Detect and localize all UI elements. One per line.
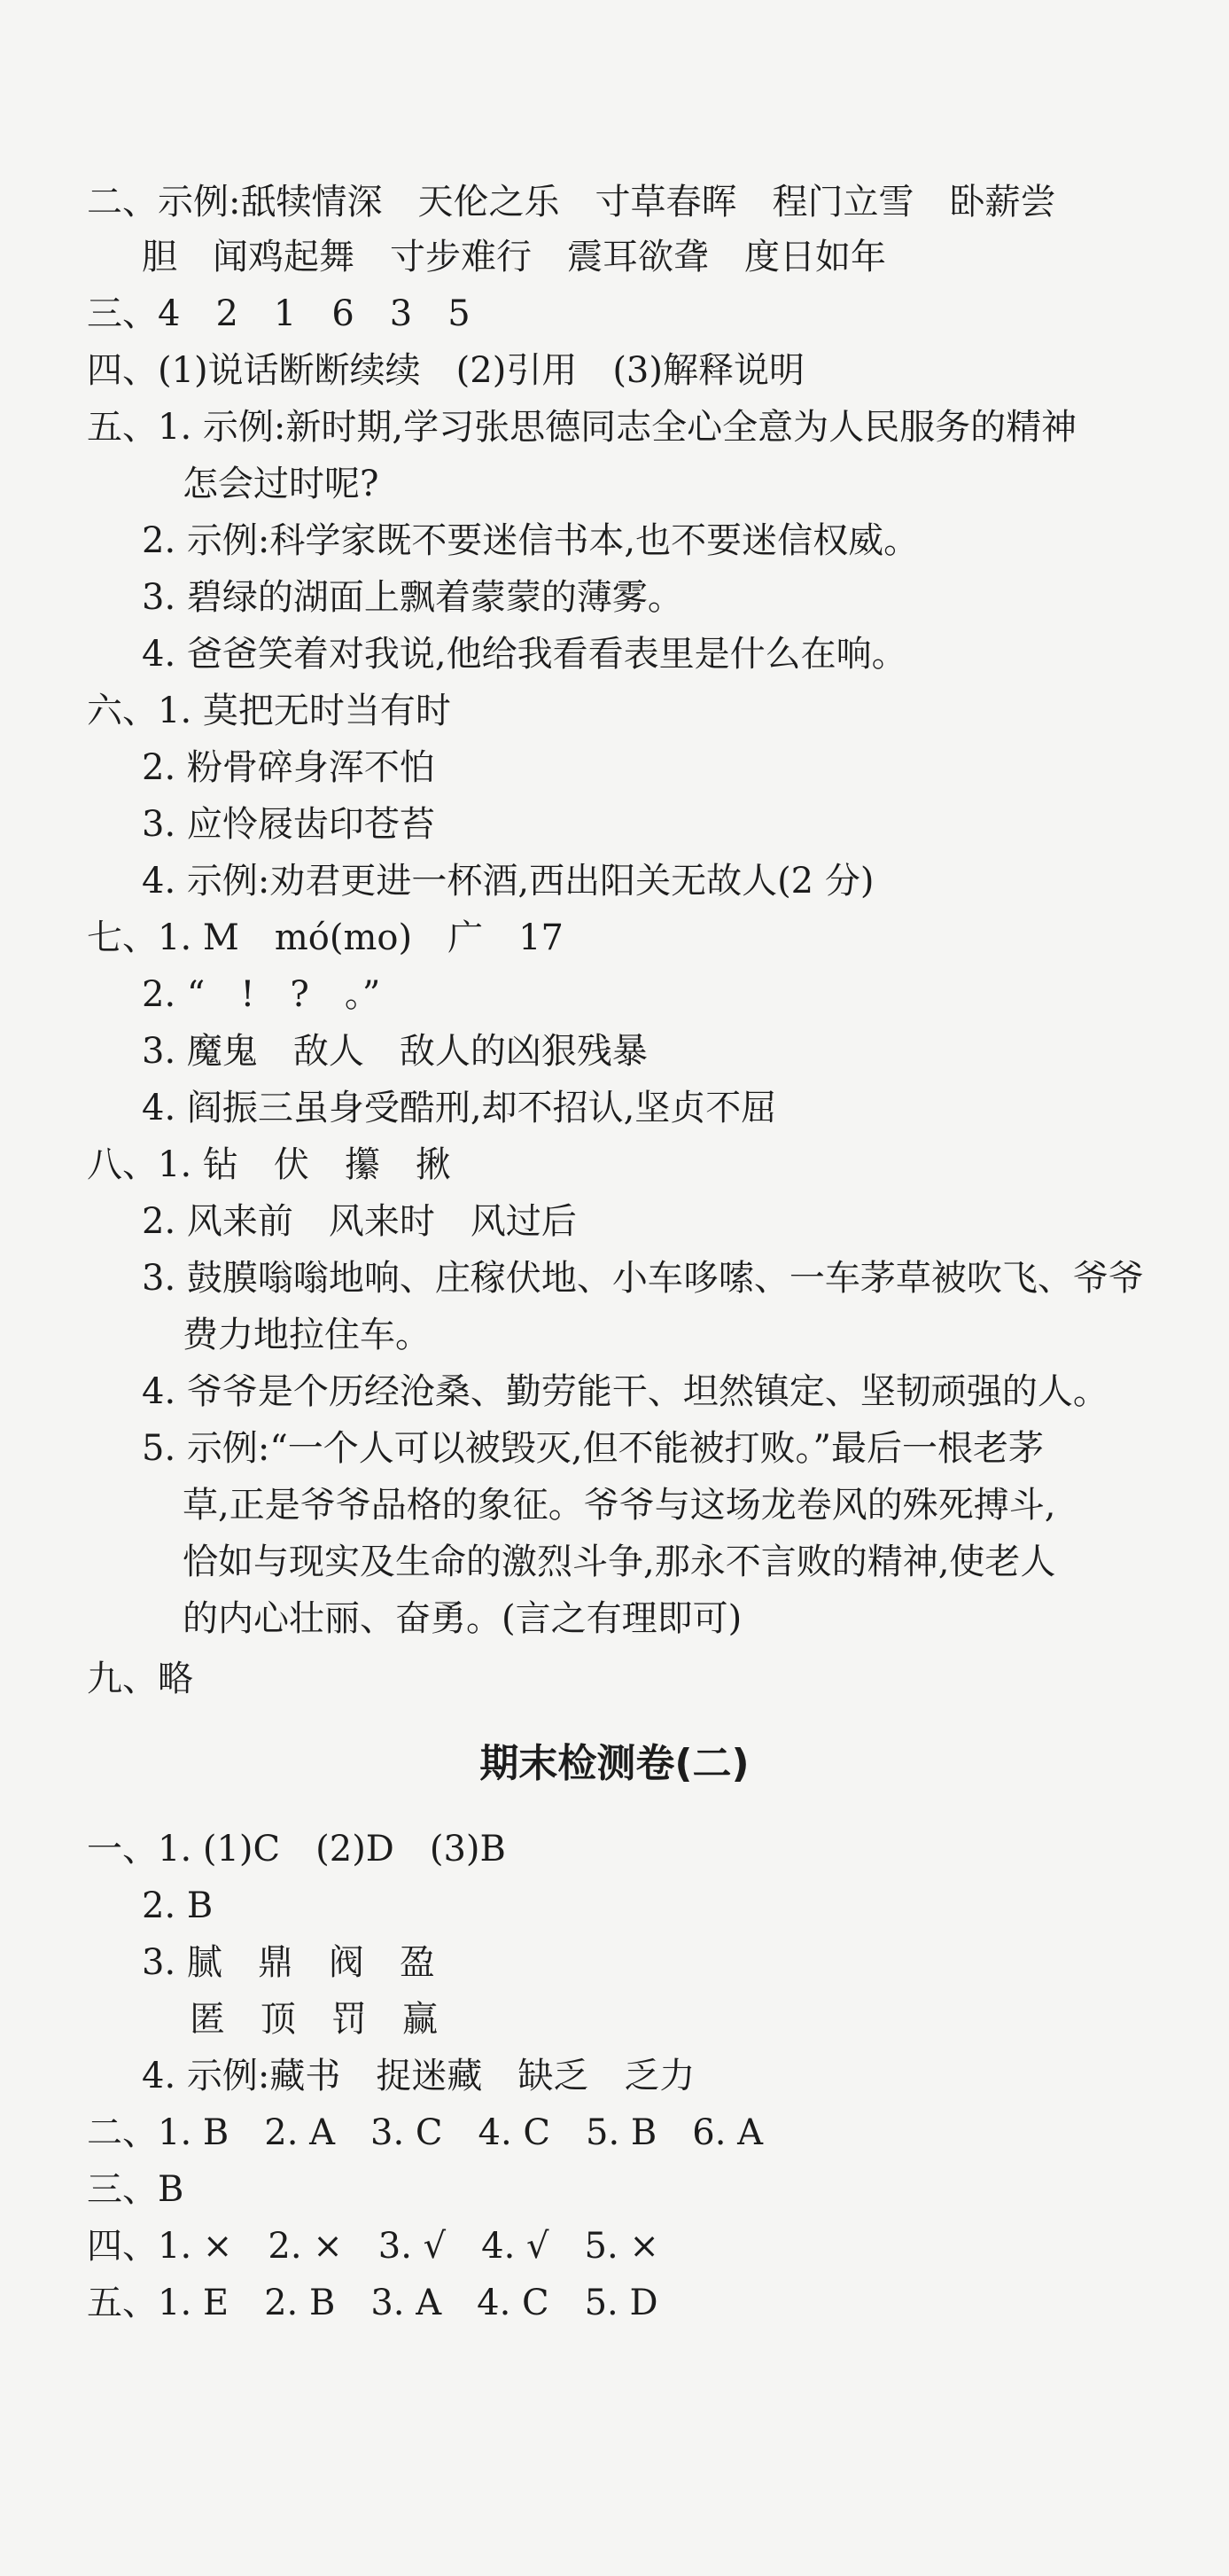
answer-line: 恰如与现实及生命的激烈斗争,那永不言败的精神,使老人 — [183, 1542, 1056, 1582]
answer-line: 费力地拉住车。 — [183, 1315, 431, 1355]
answer-line: 4. 阎振三虽身受酷刑,却不招认,坚贞不屈 — [142, 1088, 777, 1128]
answer-line: 怎会过时呢? — [183, 464, 379, 504]
answer-line: 匿 顶 罚 赢 — [190, 1999, 438, 2040]
answer-line: 胆 闻鸡起舞 寸步难行 震耳欲聋 度日如年 — [142, 237, 886, 277]
answer-line: 4. 爷爷是个历经沧桑、勤劳能干、坦然镇定、坚韧顽强的人。 — [142, 1371, 1108, 1412]
answer-line: 八、1. 钻 伏 攥 揪 — [87, 1144, 451, 1185]
answer-line: 二、1. B 2. A 3. C 4. C 5. B 6. A — [87, 2112, 764, 2153]
answer-line: 2. 粉骨碎身浑不怕 — [142, 747, 435, 788]
answer-line: 五、1. 示例:新时期,学习张思德同志全心全意为人民服务的精神 — [87, 407, 1077, 448]
answer-line: 2. 风来前 风来时 风过后 — [142, 1201, 577, 1242]
answer-line: 三、4 2 1 6 3 5 — [87, 293, 471, 334]
answer-line: 2. “ ! ? 。” — [142, 974, 381, 1015]
answer-line: 2. 示例:科学家既不要迷信书本,也不要迷信权威。 — [142, 520, 920, 561]
answer-line: 七、1. M mó(mo) 广 17 — [87, 917, 564, 958]
answer-line: 二、示例:舐犊情深 天伦之乐 寸草春晖 程门立雪 卧薪尝 — [87, 182, 1056, 222]
answer-line: 3. 魔鬼 敌人 敌人的凶狠残暴 — [142, 1031, 648, 1072]
answer-line: 3. 腻 鼎 阀 盈 — [142, 1942, 435, 1983]
answer-line: 四、1. × 2. × 3. √ 4. √ 5. × — [87, 2226, 659, 2267]
section-title: 期末检测卷(二) — [479, 1741, 750, 1786]
answer-line: 的内心壮丽、奋勇。(言之有理即可) — [183, 1598, 743, 1639]
answer-line: 九、略 — [87, 1659, 193, 1699]
answer-line: 3. 碧绿的湖面上飘着蒙蒙的薄雾。 — [142, 577, 683, 618]
answer-line: 草,正是爷爷品格的象征。爷爷与这场龙卷风的殊死搏斗, — [183, 1485, 1056, 1526]
answer-line: 一、1. (1)C (2)D (3)B — [87, 1829, 506, 1870]
answer-line: 六、1. 莫把无时当有时 — [87, 691, 451, 731]
answer-line: 4. 示例:劝君更进一杯酒,西出阳关无故人(2 分) — [142, 861, 875, 902]
answer-line: 四、(1)说话断断续续 (2)引用 (3)解释说明 — [87, 350, 805, 391]
answer-line: 5. 示例:“一个人可以被毁灭,但不能被打败。”最后一根老茅 — [142, 1428, 1044, 1469]
answer-line: 4. 爸爸笑着对我说,他给我看看表里是什么在响。 — [142, 634, 907, 675]
answer-line: 3. 鼓膜嗡嗡地响、庄稼伏地、小车哆嗦、一车茅草被吹飞、爷爷 — [142, 1258, 1144, 1299]
answer-line: 4. 示例:藏书 捉迷藏 缺乏 乏力 — [142, 2056, 696, 2096]
answer-line: 2. B — [142, 1885, 214, 1926]
answer-line: 五、1. E 2. B 3. A 4. C 5. D — [87, 2283, 658, 2323]
answer-line: 3. 应怜屐齿印苍苔 — [142, 804, 435, 845]
answer-line: 三、B — [87, 2169, 184, 2210]
